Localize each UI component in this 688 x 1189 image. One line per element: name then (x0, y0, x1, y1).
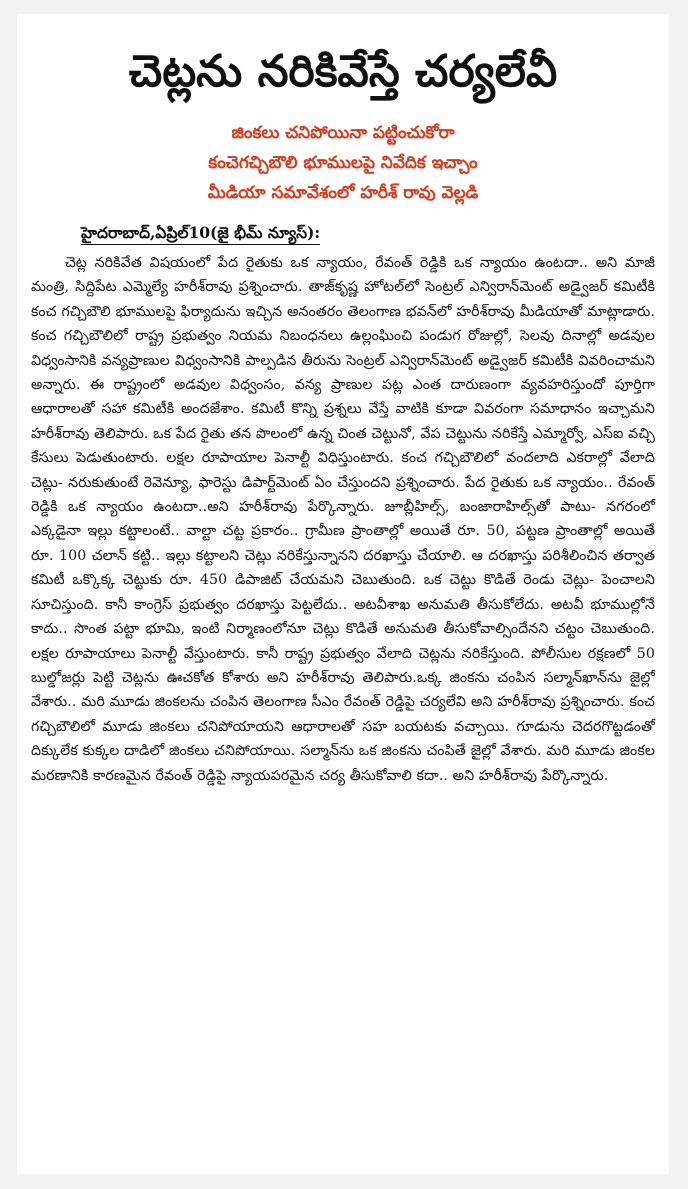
article-body: చెట్ల నరికివేత విషయంలో పేద రైతుకు ఒక న్యాయం, రేవంత్ రెడ్డికి ఒక న్యాయం ఉంటదా.. అని మాజీ మంత్రి, సిద్దిపేట ఎమ్మెల్యే హరీశ్‌రావు ప్రశ్నించారు. తాజ్‌కృష్ణ హోటల్‌లో సెంట్రల్ ఎన్విరాన్‌మెంట్ అడ్వైజర్ కమిటీకి కంచ గచ్చిబౌలి భూములపై ఫిర్యాదును ఇచ్చిన అనంతరం తెలంగాణ భవన్‌లో హరీశ్‌రావు మీడియాతో మాట్లాడారు. కంచ గచ్చిబౌలిలో రాష్ట్ర ప్రభుత్వం నియమ నిబంధనలు ఉల్లంఘించి పండుగ రోజుల్లో, సెలవు దినాల్లో అడవుల విధ్వంసానికి వన్యప్రాణుల విధ్వంసానికి పాల్పడిన తీరును సెంట్రల్ ఎన్విరాన్‌మెంట్ అడ్వైజర్ కమిటీకి వివరించామని అన్నారు. ఈ రాష్ట్రంలో అడవుల విధ్వంసం, వన్య ప్రాణుల పట్ల ఎంత దారుణంగా వ్యవహరిస్తుందో పూర్తిగా ఆధారాలతో సహా కమిటీకి అందజేశాం. కమిటీ కొన్ని ప్రశ్నలు వేస్తే వాటికి కూడా వివరంగా సమాధానం ఇచ్చామని హరీశ్‌రావు తెలిపారు. ఒక పేద రైతు తన పొలంలో ఉన్న చింత చెట్టునో, వేప చెట్టును నరికేస్తే ఎమ్మార్వో, ఎస్ఐ వచ్చి కేసులు పెడుతుంటారు. లక్షల రూపాయాల పెనాల్టీ విధిస్తుంటారు. కంచ గచ్చిబౌలిలో వందలాది ఎకరాల్లో వేలాది చెట్లు- నరుకుతుంటే రెవెన్యూ, ఫారెస్టు డిపార్ట్‌మెంట్ ఏం చేస్తుందని ప్రశ్నించారు. పేద రైతుకు ఒక న్యాయం.. రేవంత్ రెడ్డికి ఒక న్యాయం ఉంటదా..అని హరీశ్‌రావు పేర్కొన్నారు. జూబ్లీహిల్స్, బంజారాహిల్స్‌తో పాటు- నగరంలో ఎక్కడైనా ఇల్లు కట్టాలంటే.. వాల్టా చట్ట ప్రకారం.. గ్రామీణ ప్రాంతాల్లో అయితే రూ. 50, పట్టణ ప్రాంతాల్లో అయితే రూ. 100 చలాన్ కట్టి.. ఇల్లు కట్టాలని చెట్లు నరికేస్తున్నానని దరఖాస్తు చేయాలి. ఆ దరఖాస్తు పరిశీలించిన తర్వాత కమిటీ ఒక్కొక్క చెట్టుకు రూ. 450 డిపాజిట్ చేయమని చెబుతుంది. ఒక చెట్టు కొడితే రెండు చెట్లు- పెంచాలని సూచిస్తుంది. కానీ కాంగ్రెస్ ప్రభుత్వం దరఖాస్తు పెట్టలేదు.. అటవీశాఖ అనుమతి తీసుకోలేదు. అటవీ భూముల్లోనే కాదు.. సొంత పట్టా భూమి, ఇంటి నిర్మాణంలోనూ చెట్లు కొడితే అనుమతి తీసుకోవాల్సిందేనని చట్టం చెబుతుంది. లక్షల రూపాయాలు పెనాల్టీ వేస్తుంటారు. కానీ రాష్ట్ర ప్రభుత్వం వేలాది చెట్లను నరికేస్తుంది. పోలీసుల రక్షణలో 50 బుల్డోజర్లు పెట్టి చెట్లను ఊచకోత కోశారు అని హరీశ్‌రావు తెలిపారు.ఒక్క జింకను చంపిన సల్మాన్‌ఖాన్‌ను జైల్లో వేశారు.. మరి మూడు జింకలను చంపిన తెలంగాణ సీఎం రేవంత్ రెడ్డిపై చర్యలేవి అని హరీశ్‌రావు ప్రశ్నించారు. కంచ గచ్చిబౌలిలో మూడు జింకలు చనిపోయాయని ఆధారాలతో సహ బయటకు వచ్చాయి. గూడును చెదరగొట్టడంతో దిక్కులేక కుక్కల దాడిలో జింకలు చనిపోయాయి. సల్మాన్‌ను ఒక జింకను చంపితే జైల్లో వేశారు. మరి మూడు జింకల మరణానికి కారణమైన రేవంత్ రెడ్డిపై న్యాయపరమైన చర్య తీసుకోవాలి కదా.. అని హరీశ్‌రావు పేర్కొన్నారు. (31, 255, 655, 784)
news-clipping (17, 14, 669, 1174)
dateline: హైదరాబాద్,ఏప్రిల్10(జై భీమ్ న్యూస్): (81, 222, 320, 245)
headline: చెట్లను నరికివేస్తే చర్యలేవీ (128, 46, 558, 97)
subheadings (31, 118, 655, 208)
subheading-3: మీడియా సమావేశంలో హరీశ్ రావు వెల్లడి (207, 183, 479, 203)
subheading-1: జింకలు చనిపోయినా పట్టించుకోరా (231, 123, 455, 143)
subheading-2: కంచెగచ్చిబౌలి భూములపై నివేదిక ఇచ్చాం (208, 153, 478, 173)
